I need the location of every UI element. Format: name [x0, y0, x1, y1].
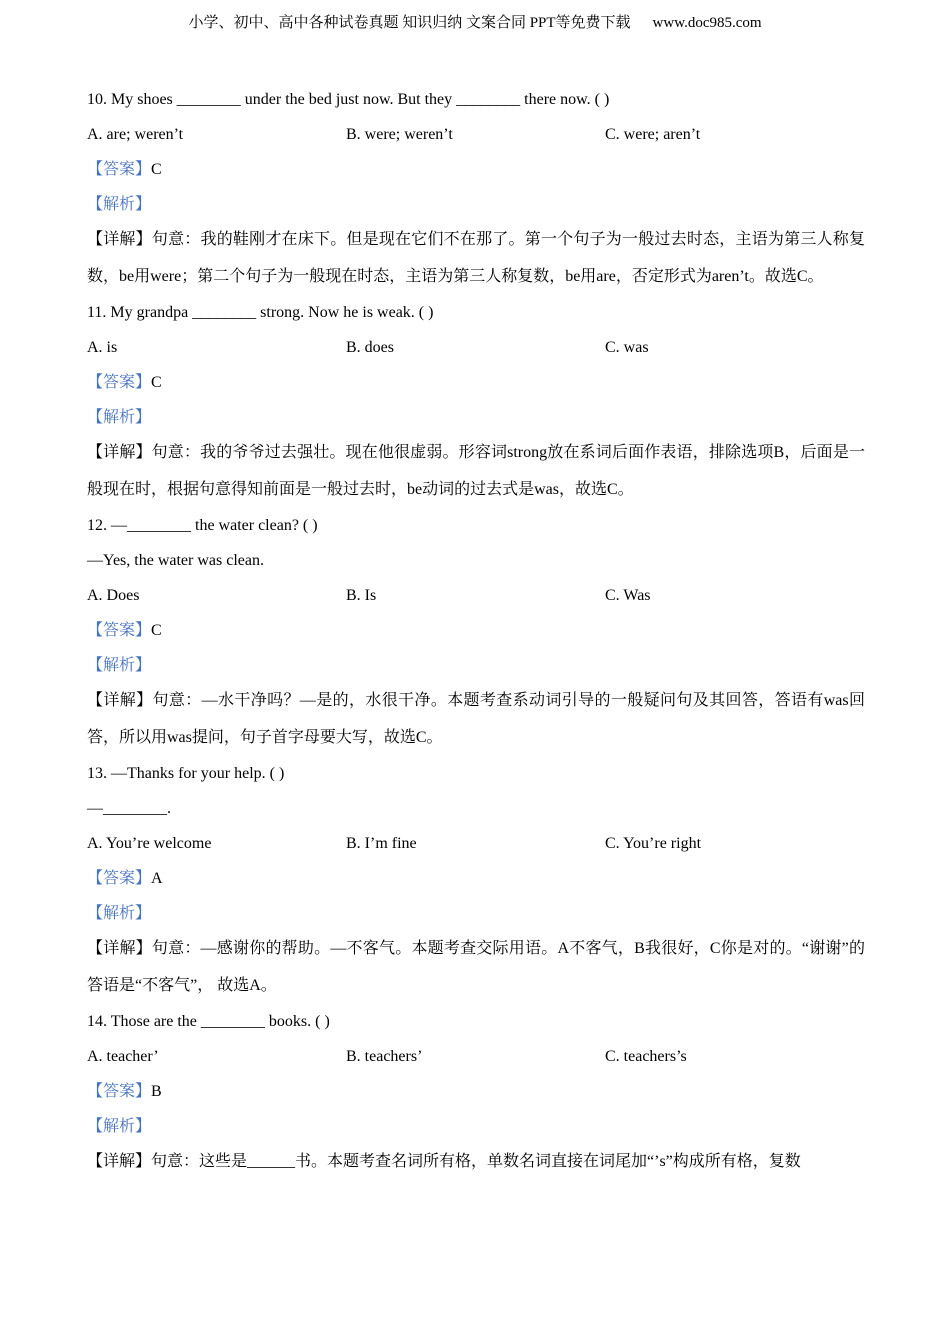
detail-label: 【详解】	[87, 940, 152, 957]
option-b: B. does	[346, 339, 394, 356]
detail-line	[87, 683, 865, 756]
question-stem: 12. —________ the water clean? ( )	[87, 517, 318, 534]
options-row	[87, 117, 865, 152]
question-stem: 13. —Thanks for your help. ( )	[87, 765, 285, 782]
question-10	[87, 82, 865, 295]
question-stem: 14. Those are the ________ books. ( )	[87, 1013, 330, 1030]
question-reply: —Yes, the water was clean.	[87, 552, 264, 569]
option-a: A. teacher’	[87, 1048, 159, 1065]
analysis-label: 【解析】	[87, 1118, 152, 1135]
option-c: C. was	[605, 339, 649, 356]
option-a: A. are; weren’t	[87, 126, 184, 143]
analysis-line	[87, 187, 865, 222]
option-a: A. is	[87, 339, 118, 356]
answer-label: 【答案】	[87, 622, 152, 639]
document-body	[87, 82, 865, 1181]
answer-line	[87, 861, 865, 896]
detail-line	[87, 435, 865, 508]
question-14	[87, 1004, 865, 1181]
answer-value: C	[151, 374, 162, 391]
detail-text: 句意：这些是______书。本题考查名词所有格，单数名词直接在词尾加“’s”构成所有格，复数	[151, 1153, 801, 1170]
answer-line	[87, 152, 865, 187]
analysis-line	[87, 896, 865, 931]
option-c: C. were; aren’t	[605, 126, 701, 143]
answer-label: 【答案】	[87, 870, 152, 887]
detail-text: 句意：—感谢你的帮助。—不客气。本题考查交际用语。A不客气，B我很好，C你是对的。“谢谢”的答语是“不客气”， 故选A。	[87, 940, 865, 994]
option-c: C. Was	[605, 587, 651, 604]
options-row	[87, 578, 865, 613]
analysis-line	[87, 400, 865, 435]
analysis-label: 【解析】	[87, 409, 152, 426]
detail-label: 【详解】	[87, 444, 152, 461]
detail-text: 句意：我的爷爷过去强壮。现在他很虚弱。形容词strong放在系词后面作表语，排除选项B，后面是一般现在时，根据句意得知前面是一般过去时，be动词的过去式是was，故选C。	[87, 444, 865, 498]
options-row	[87, 330, 865, 365]
option-a: A. You’re welcome	[87, 835, 212, 852]
question-13	[87, 756, 865, 1004]
answer-line	[87, 1074, 865, 1109]
answer-label: 【答案】	[87, 374, 152, 391]
detail-line	[87, 1144, 865, 1181]
answer-label: 【答案】	[87, 161, 152, 178]
option-a: A. Does	[87, 587, 140, 604]
page-header	[0, 12, 950, 34]
option-b: B. Is	[346, 587, 377, 604]
answer-value: B	[151, 1083, 162, 1100]
detail-text: 句意：—水干净吗？—是的，水很干净。本题考查系动词引导的一般疑问句及其回答，答语有was回答，所以用was提问，句子首字母要大写，故选C。	[87, 692, 865, 746]
option-c: C. teachers’s	[605, 1048, 687, 1065]
analysis-line	[87, 648, 865, 683]
header-text: 小学、初中、高中各种试卷真题 知识归纳 文案合同 PPT等免费下载	[188, 15, 631, 31]
detail-label: 【详解】	[87, 692, 153, 709]
header-url[interactable]: www.doc985.com	[652, 15, 762, 31]
answer-value: C	[151, 622, 162, 639]
answer-line	[87, 365, 865, 400]
analysis-line	[87, 1109, 865, 1144]
question-reply: —________.	[87, 800, 171, 817]
question-stem: 11. My grandpa ________ strong. Now he is weak. ( )	[87, 304, 434, 321]
answer-label: 【答案】	[87, 1083, 152, 1100]
detail-label: 【详解】	[87, 1153, 152, 1170]
options-row	[87, 1039, 865, 1074]
analysis-label: 【解析】	[87, 196, 152, 213]
answer-value: C	[151, 161, 162, 178]
option-b: B. I’m fine	[346, 835, 417, 852]
answer-line	[87, 613, 865, 648]
question-12	[87, 508, 865, 756]
option-c: C. You’re right	[605, 835, 702, 852]
analysis-label: 【解析】	[87, 657, 152, 674]
question-11	[87, 295, 865, 508]
detail-label: 【详解】	[87, 231, 152, 248]
option-b: B. teachers’	[346, 1048, 423, 1065]
option-b: B. were; weren’t	[346, 126, 453, 143]
detail-text: 句意：我的鞋刚才在床下。但是现在它们不在那了。第一个句子为一般过去时态，主语为第三人称复数，be用were；第二个句子为一般现在时态，主语为第三人称复数，be用are，否定形式为aren’t。故选C。	[87, 231, 865, 285]
analysis-label: 【解析】	[87, 905, 152, 922]
detail-line	[87, 931, 865, 1004]
options-row	[87, 826, 865, 861]
detail-line	[87, 222, 865, 295]
answer-value: A	[151, 870, 163, 887]
question-stem: 10. My shoes ________ under the bed just now. But they ________ there now. ( )	[87, 91, 610, 108]
